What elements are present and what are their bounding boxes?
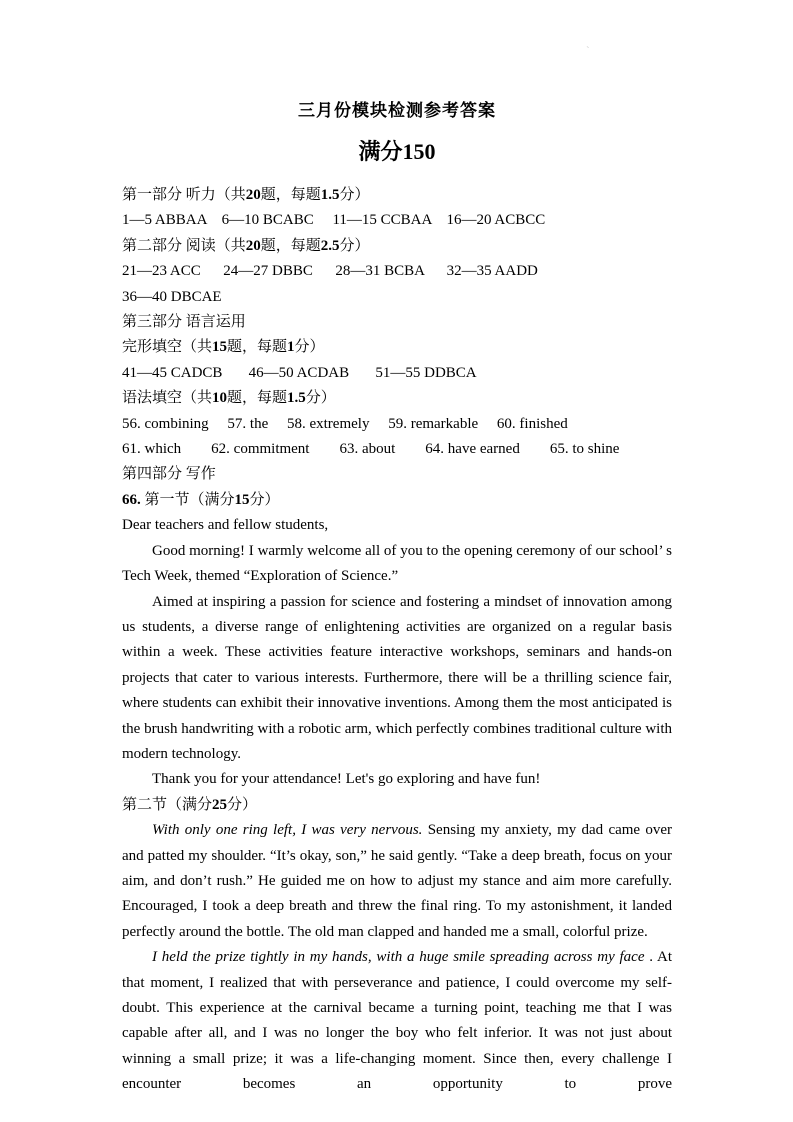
- body-paragraph: [122, 539, 672, 590]
- text-line: [122, 310, 672, 335]
- text-segment: 题，每题: [227, 339, 288, 356]
- text-segment: 56. combining 57. the 58. extremely 59. remarkable 60. finished: [122, 415, 568, 432]
- text-line: [122, 183, 672, 208]
- text-segment: 分）: [339, 237, 370, 254]
- text-segment: 20: [245, 187, 261, 203]
- full-score-heading: 满分150: [358, 139, 436, 164]
- text-segment: 15: [234, 491, 250, 508]
- text-segment: 题，每题: [260, 237, 321, 254]
- text-line: [122, 361, 672, 386]
- text-line: [122, 513, 672, 538]
- text-segment: 第一部分 听力（共: [122, 187, 246, 203]
- document-title: 三月份模块检测参考答案: [298, 101, 496, 120]
- text-segment: 分）: [249, 491, 280, 508]
- text-segment: 第四部分 写作: [122, 466, 216, 483]
- text-segment: 2.5: [320, 237, 340, 254]
- text-line: [122, 793, 672, 818]
- text-segment: 第一节（满分: [140, 491, 235, 508]
- stray-mark: ˋ: [586, 45, 590, 57]
- text-segment: 完形填空（共: [122, 339, 213, 356]
- text-line: [122, 285, 672, 310]
- text-segment: With only one ring left, I was very nervous.: [152, 822, 423, 839]
- text-segment: 10: [212, 390, 228, 407]
- text-segment: 题，每题: [260, 187, 321, 203]
- text-segment: 61. which 62. commitment 63. about 64. have earned 65. to shine: [122, 441, 620, 458]
- text-segment: Sensing my anxiety, my dad came over and patted my shoulder. “It’s okay, son,” he said gently. “Take a deep breath, focus on your aim, and don’t rush.” He guided me on how to adjust my stance and aim more carefully. Encouraged, I took a deep breath and threw the final ring. To my astonishment, it landed perfectly around the bottle. The old man clapped and handed me a small, colorful prize.: [122, 822, 672, 940]
- text-segment: 66.: [122, 491, 141, 508]
- body-paragraph: [122, 818, 672, 945]
- text-line: [122, 462, 672, 487]
- text-segment: . At that moment, I realized that with perseverance and patience, I could overcome my self-doubt. This experience at the carnival became a turning point, teaching me that I was capable after all, and I was no longer the boy who felt inferior. It was not just about winning a small prize; it was a life-changing moment. Since then, every challenge I encounter becomes an opportunity to prove: [122, 949, 672, 1093]
- text-segment: 21—23 ACC 24—27 DBBC 28—31 BCBA 32—35 AADD: [122, 263, 538, 280]
- text-segment: 20: [245, 237, 261, 254]
- text-line: [122, 412, 672, 437]
- text-segment: 15: [212, 339, 228, 356]
- text-segment: 分）: [227, 796, 258, 813]
- text-segment: Aimed at inspiring a passion for science and fostering a mindset of innovation among us students, a diverse range of enlightening activities are organized on a regular basis within a week. These activities feature interactive workshops, seminars and hands-on projects that cater to various interests. Furthermore, there will be a thrilling science fair, where students can exhibit their innovative inventions. Among them the most anticipated is the brush handwriting with a robotic arm, which perfectly combines traditional culture with modern technology.: [122, 593, 672, 762]
- text-segment: 分）: [294, 339, 325, 356]
- body-paragraph: [122, 767, 672, 792]
- text-line: [122, 259, 672, 284]
- body-paragraph: [122, 945, 672, 1097]
- text-segment: 题，每题: [227, 390, 288, 407]
- text-segment: 1: [287, 339, 295, 356]
- text-line: [122, 437, 672, 462]
- text-segment: Dear teachers and fellow students,: [122, 517, 329, 534]
- text-line: [122, 234, 672, 259]
- text-line: [122, 335, 672, 360]
- text-segment: 语法填空（共: [122, 390, 213, 407]
- text-segment: 25: [212, 796, 228, 813]
- text-segment: 第三部分 语言运用: [122, 314, 246, 331]
- text-segment: 1.5: [320, 187, 340, 203]
- text-line: [122, 386, 672, 411]
- text-segment: 第二部分 阅读（共: [122, 237, 246, 254]
- text-segment: 分）: [305, 390, 336, 407]
- text-segment: 36—40 DBCAE: [122, 288, 222, 305]
- text-segment: Good morning! I warmly welcome all of you to the opening ceremony of our school’ s Tech Week, themed “Exploration of Science.”: [122, 542, 672, 585]
- text-line: [122, 488, 672, 513]
- text-line: [122, 208, 672, 233]
- body-paragraph: [122, 590, 672, 768]
- text-segment: I held the prize tightly in my hands, with a huge smile spreading across my face: [152, 949, 645, 966]
- text-segment: 1—5 ABBAA 6—10 BCABC 11—15 CCBAA 16—20 ACBCC: [122, 212, 546, 229]
- text-segment: 1.5: [287, 390, 306, 407]
- text-segment: 第二节（满分: [122, 796, 213, 813]
- text-segment: Thank you for your attendance! Let's go exploring and have fun!: [152, 771, 541, 788]
- text-segment: 41—45 CADCB 46—50 ACDAB 51—55 DDBCA: [122, 364, 477, 381]
- text-segment: 分）: [339, 187, 370, 203]
- document-body: [122, 183, 672, 1098]
